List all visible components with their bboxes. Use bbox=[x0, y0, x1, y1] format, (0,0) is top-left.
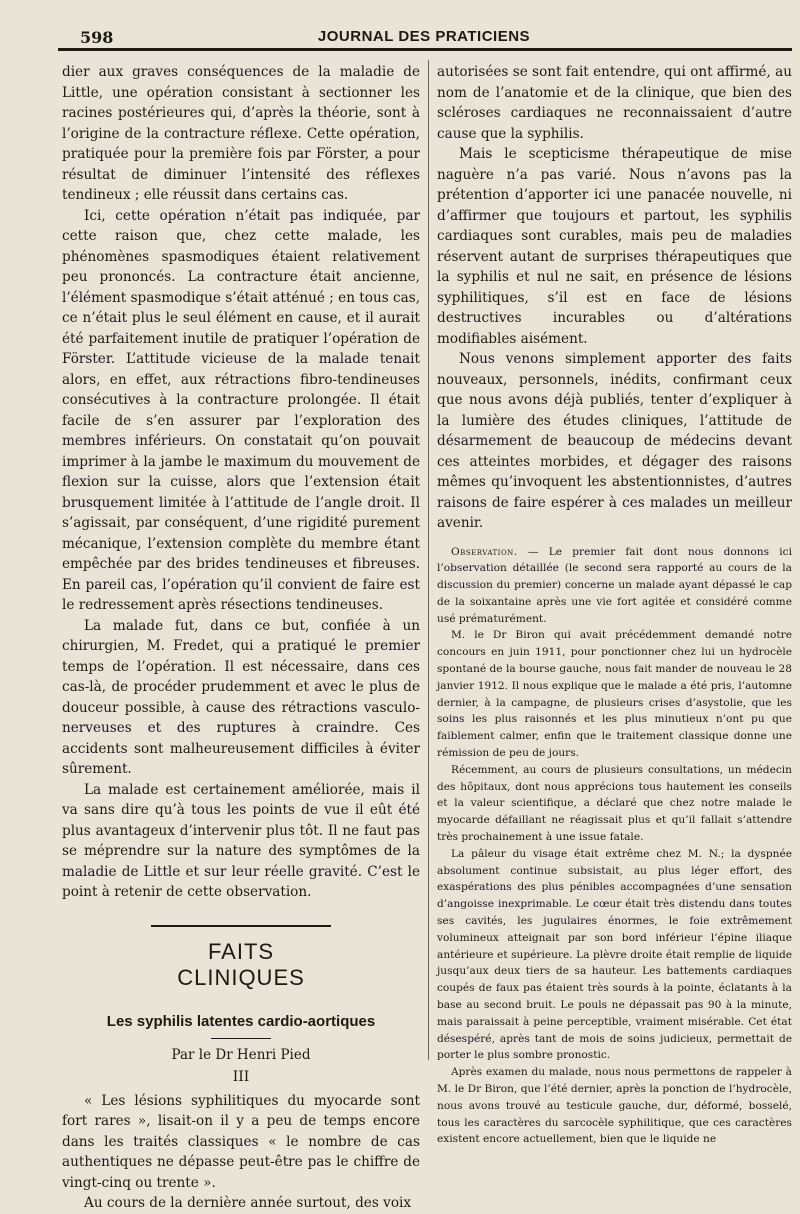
column-divider bbox=[428, 60, 429, 1060]
page-number: 598 bbox=[80, 28, 114, 47]
paragraph: autorisées se sont fait entendre, qui ont affirmé, au nom de l’anatomie et de la clinique, que bien des scléroses cardiaques ne reconnaissaient d’autre cause que la syphilis. bbox=[437, 64, 792, 142]
paragraph: La pâleur du visage était extrême chez M. N.; la dyspnée absolument continue subsistait, au plus léger effort, des exaspérations des plus pénibles accompagnées d’une sensation d’angoisse inexprimable. Le cœur était très distendu dans toutes ses cavités, les jugulaires énormes, le foie extrêmement volumineux atteignait par son bord inférieur l’épine iliaque antérieure et supérieure. La plèvre droite était remplie de liquide jusqu’aux deux tiers de sa hauteur. Les battements cardiaques coupés de faux pas étaient très sourds à la pointe, éclatants à la base au second bruit. Le pouls ne dépassait pas 90 à la minute, mais paraissait à peine perceptible, vraiment misérable. Cet état désespéré, après tant de mois de soins judicieux, permettait de porter le plus sombre pronostic. bbox=[437, 847, 792, 1062]
header-rule bbox=[58, 48, 792, 51]
article-title: Les syphilis latentes cardio-aortiques bbox=[106, 1012, 376, 1030]
section-title: FAITS CLINIQUES bbox=[151, 925, 331, 991]
observation-text: — Le premier fait dont nous donnons ici l’observation détaillée (le second sera rapporté au cours de la discussion du premier) concerne un malade ayant dépassé le cap de la soixantaine après une vie fort agitée et considéré comme usé prématurément. bbox=[437, 545, 792, 625]
paragraph: Au cours de la dernière année surtout, des voix bbox=[84, 1195, 412, 1211]
left-column bbox=[62, 62, 420, 1214]
paragraph: Récemment, au cours de plusieurs consultations, un médecin des hôpitaux, dont nous apprécions tous hautement les conseils et la valeur scientifique, a déclaré que chez notre malade le myocarde défaillant ne réagissait plus et qu’il fallait s’attendre très prochainement à une issue fatale. bbox=[437, 763, 792, 844]
paragraph: La malade est certainement améliorée, mais il va sans dire qu’à tous les points de vue il eût été plus avantageux d’intervenir plus tôt. Il ne faut pas se méprendre sur la nature des symptômes de la maladie de Little et sur leur réelle gravité. C’est le point à retenir de cette observation. bbox=[62, 781, 420, 900]
article-author: Par le Dr Henri Pied bbox=[171, 1046, 311, 1063]
article-part: III bbox=[232, 1068, 250, 1085]
observation bbox=[437, 544, 792, 1149]
paragraph: « Les lésions syphilitiques du myocarde sont fort rares », lisait-on il y a peu de temps encore dans les traités classiques « le nombre de cas authentiques ne dépasse peut-être pas le chiffre de vingt-cinq ou trente ». bbox=[62, 1092, 420, 1191]
paragraph: Ici, cette opération n’était pas indiquée, par cette raison que, chez cette malade, les phénomènes spasmodiques étaient relativement peu prononcés. La contracture était ancienne, l’élément spasmodique s’était atténué ; en tous cas, ce n’était plus le seul élément en cause, et il aurait été parfaitement inutile de pratiquer l’opération de Förster. L’attitude vicieuse de la malade tenait alors, en effet, aux rétractions fibro-tendineuses consécutives à la contracture prolongée. Il était facile de s’en assurer par l’exploration des membres inférieurs. On constatait qu’on pouvait imprimer à la jambe le maximum du mouvement de flexion sur la cuisse, alors que l’extension était brusquement limitée à l’attitude de l’angle droit. Il s’agissait, par conséquent, d’une rigidité purement mécanique, l’extension complète du membre étant empêchée par des brides tendineuses et fibreuses. En pareil cas, l’opération qu’il convient de faire est le redressement après résections tendineuses. bbox=[62, 207, 421, 613]
page-header bbox=[58, 20, 790, 48]
paragraph: La malade fut, dans ce but, confiée à un chirurgien, M. Fredet, qui a pratiqué le premier temps de l’opération. Il est nécessaire, dans ces cas-là, de procéder prudemment et avec le plus de douceur possible, à cause des rétractions vasculo-nerveuses et des ruptures à craindre. Ces accidents sont malheureusement difficiles à éviter sûrement. bbox=[62, 617, 420, 777]
title-rule bbox=[211, 1038, 271, 1039]
paragraph: Nous venons simplement apporter des faits nouveaux, personnels, inédits, confirmant ceux que nous avons déjà publiés, tenter d’expliquer à la lumière des études cliniques, l’attitude de désarmement de beaucoup de médecins devant ces atteintes morbides, et dégager des raisons mêmes qu’invoquent les abstentionnistes, d’autres raisons de faire espérer à ces malades un meilleur avenir. bbox=[437, 351, 792, 531]
journal-title: JOURNAL DES PRATICIENS bbox=[317, 28, 531, 45]
paragraph: Après examen du malade, nous nous permettons de rappeler à M. le Dr Biron, que l’été dernier, après la ponction de l’hydrocèle, nous avons trouvé au testicule gauche, dur, déformé, bosselé, tous les caractères du sarcocèle syphilitique, que ces caractères existent encore actuellement, bien que le liquide ne bbox=[437, 1066, 792, 1146]
observation-paragraph bbox=[437, 544, 792, 628]
paragraph: dier aux graves conséquences de la maladie de Little, une opération consistant à sectionner les racines postérieures qui, d’après la théorie, sont à l’origine de la contracture réflexe. Cette opération, pratiquée pour la première fois par Förster, a pour résultat de diminuer l’intensité des réflexes tendineux ; elle réussit dans certains cas. bbox=[62, 64, 420, 203]
right-column bbox=[437, 62, 792, 1148]
paragraph: M. le Dr Biron qui avait précédemment demandé notre concours en juin 1911, pour ponctionner chez lui un hydrocèle spontané de la bourse gauche, nous fait mander de nouveau le 28 janvier 1912. Il nous explique que le malade a été pris, l’automne dernier, à la campagne, de plusieurs crises d’asystolie, que les soins les plus raisonnés et les plus minutieux n’ont pu que faiblement calmer, enfin que le traitement classique donne une rémission de peu de jours. bbox=[437, 629, 792, 760]
paragraph: Mais le scepticisme thérapeutique de mise naguère n’a pas varié. Nous n’avons pas la prétention d’apporter ici une panacée nouvelle, ni d’affirmer que toujours et partout, les syphilis cardiaques sont curables, mais peu de maladies réservent autant de surprises thérapeutiques que la syphilis et nul ne sait, en présence de lésions syphilitiques, s’il est en face de lésions destructives incurables ou d’altérations modifiables aisément. bbox=[437, 146, 792, 347]
observation-label: Observation. bbox=[451, 545, 518, 558]
